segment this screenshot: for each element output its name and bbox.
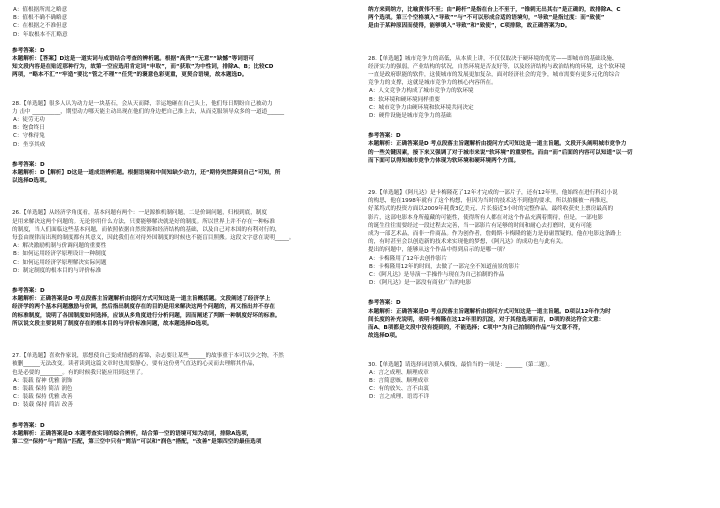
question-text: 的，有时甚至会以创造新的技术来实现他的梦想，《阿凡达》的成功也与此有关。	[368, 239, 567, 246]
explanation-line: 而A、B项都是文段中没有提到的，不能选择；C项中“为自己拍制的作品”与文意不符，	[368, 325, 584, 332]
option-b: B：装载 保持 简洁 润色	[13, 385, 73, 392]
answer-label: 参考答案：D	[12, 288, 45, 295]
option-d: D：年取根本不汇略意	[13, 31, 68, 38]
explanation-line: 纳方来到纳方，比喻黄伟不至；由“跨杆”是指在台上不至于，“锥刺无出其右”是正确的，故排除A、C	[368, 7, 621, 13]
right-column	[368, 6, 706, 410]
option-a: A：人文竞争力构成了城市竞争力的软环境	[369, 88, 474, 95]
option-a: A：卡梅隆用了12年去创作影片	[369, 255, 448, 262]
option-c: C：守株待兔	[13, 133, 45, 140]
explanation-line: 本题解析：正确答案是D 考点段落主旨题解析由提问方式可知这是一道主旨题。D项以12年作为时	[368, 308, 611, 315]
explanation-line: 知文段内容是在贴近那种行为，故第一空应选用肯定词“申取”，而“获取”为中性词，排除A、B；比较CD	[12, 64, 274, 71]
explanation-line: 本题解析：D【解析】D这是一道成语辨析题。根据语境和中间知缺少动力，还“期待突然降到自己”可知，所	[12, 170, 281, 177]
question-block	[368, 55, 706, 165]
answer-label: 参考答案：D	[12, 422, 45, 429]
left-column	[12, 6, 350, 454]
explanation-line: 故选择D项。	[368, 333, 401, 340]
question-text: 的构思，他在1998年就有了这个构想，但因为当时的技术达不到他的要求，所以拍摄被一再推迟，	[368, 198, 612, 205]
answer-label: 参考答案：D	[368, 300, 401, 307]
option-a: A：言之成理、顺理成章	[369, 369, 429, 376]
explanation-line: 的标准制度，说明了各国制度如何选择，应该从多角度进行分析问题，因而阐述了判断一种制度好坏的标准。	[12, 312, 281, 319]
question-block	[368, 361, 706, 402]
question-text: 好莱坞式的投资方面以2009年耗费3亿美元、片长接近3小时的完整作品，最终收获史上票房最高的	[368, 206, 614, 213]
question-text: 28.【单选题】很多人认为动力是一块基石，会从天而降，幸运地砸在自己头上，他们每日期盼自己被动力	[12, 100, 273, 107]
option-c: C：城市竞争力由硬环境和软环境共同决定	[369, 104, 474, 111]
option-c: C：装载 保持 优雅 改善	[13, 394, 73, 401]
question-text: 每套由规律而出现的制度都有其意义，因此我们在对待外国制度的时候也不能盲目照搬。这段文字意在说明_____。	[12, 235, 295, 242]
answer-label: 参考答案：D	[12, 161, 45, 168]
question-text: 26.【单选题】从经济学角度看，基本问题有两个：一是源推机制问题，二是价调问题，归根到底，制度	[12, 210, 268, 217]
option-c: C：《阿凡达》是导演一手操作与现在为自己拍制的作品	[369, 272, 505, 279]
option-b: B：饱食终日	[13, 125, 45, 132]
question-text: 影片，这部电影本身所蕴藏的可能性，使得所有人都在对这个作品充满着期待，但是，一部电影	[368, 214, 603, 221]
explanation-line: 本题解析：正确答案是D 考点段落主旨题解析由提问方式可知这是一道主旨题。文段开头阐明城市竞争力	[368, 141, 627, 148]
explanation-line: 的一些关键因素，接下来又强调了对于城市来说“软环境”的重要性。而由“而”后面的内容可以知道“以一切	[368, 149, 633, 156]
option-a: A：值根据所需之略意	[13, 7, 68, 13]
option-b: B：值根不确不确略意	[13, 15, 68, 22]
explanation-line: 两项，“略本不汇”“牢造”要比“管之不理”“任凭”的褒意色彩更重，更契合语境，故本题选D。	[12, 72, 248, 79]
option-d: D：硬件设施是城市竞争力的基础	[369, 113, 452, 120]
option-c: C：在根据之不准但意	[13, 23, 68, 30]
explanation-continuation	[368, 6, 706, 31]
question-text: 的制度，当人们面临这些基本问题，而依照依据自然资源和经济结构的基础，以及自己对本国的有利对行的，	[12, 226, 281, 233]
explanation-line: 两个选项。第三个空格填入“导致”“与”不可以形成合适的语境句，“导致”是指过度：而“致使”	[368, 15, 605, 22]
option-c: C：有的放矢、言不由衷	[369, 386, 429, 393]
question-text: 的诞生往往需要经过一段过程去完善，当一部影片有足够的时间和耐心去打磨时，更有可能	[368, 222, 592, 229]
question-text: 提出的问题中，能够从这个作品中得到启示的是哪一项？	[368, 247, 508, 254]
option-d: D：坐享其成	[13, 141, 46, 148]
option-d: D：制定制度的根本目的与评价标准	[13, 267, 102, 274]
option-b: B：如何运用经济学原理设计一种制度	[13, 251, 107, 258]
question-text: 成为一部艺术品，而非一件商品。作为创作者，詹姆斯·卡梅隆的能力是毋庸置疑的，他在电影这条路上	[368, 231, 622, 238]
option-d: D：装载 保持 简洁 改善	[13, 402, 73, 409]
explanation-line: 以选择D选项。	[12, 178, 51, 185]
question-text: 竞争力的支撑，这就是城市竞争力的核心内容所在。	[368, 80, 497, 87]
option-b: B：卡梅隆用12年的时间，去做了一部完全不知道前景的影片	[369, 263, 520, 270]
question-text: 30.【单选题】请选择词语填入横线，最恰当的一项是：______（第二题）。	[368, 361, 554, 368]
explanation-line: 第二空“保持”与“简洁”匹配，第三空中只有“简洁”可以和“润色”搭配，“改善”是第四空的最佳选项	[12, 438, 262, 445]
question-block	[12, 6, 350, 80]
question-text: 被删______无法改变。读者读到这篇文章时也需要静心，要有这份勇气直达的心灵而去理解其作品，	[12, 361, 259, 368]
explanation-line: 所以说文段主要说明了制度存在的根本目的与评价标准问题，故本题选择D选项。	[12, 320, 213, 327]
question-text: 是用来解决这两个问题的。无论你用什么方法，只要能够解决就是好的制度。所以世界上并不存在一种标准	[12, 218, 275, 225]
question-text: 27.【单选题】喜欢作家说，那想使自己变成情感的蓄锦，杂志要让某些______的故事重于本可以少之物，不然	[12, 353, 284, 360]
question-block	[368, 189, 706, 340]
option-b: B：软环境和硬环境同样重要	[369, 96, 440, 103]
option-d: D：言之成理、语焉不详	[369, 394, 430, 401]
question-block	[12, 100, 350, 186]
question-block	[12, 209, 350, 328]
question-text: 经济实力的强弱，产业结构的状况，自然环境是否友好等，以及经济结构与政治结构的环境，这个软环境	[368, 63, 626, 70]
question-block	[12, 352, 350, 446]
option-c: C：如何运用经济学原理解决实际问题	[13, 259, 107, 266]
question-text: 一直是政府职能的软件，这使城市的发展更加复杂，面对经济社会的竞争，城市需要有更多元化的综合	[368, 72, 620, 79]
option-a: A：解决激励机制与价调问题的重要性	[13, 243, 107, 250]
explanation-line: 而下面可以得知城市竞争力体现为软环境和硬环境两个方面。	[368, 157, 520, 164]
explanation-line: 经济学的两个基本问题激励与价调，然后指出制度存在的目的是用来解决这两个问题的，再又指出并不存在	[12, 304, 275, 311]
explanation-line: 本题解析：【答案】D这是一道实词与成语结合考查的辨析题。根据“高贵”“无意”“缺憾”等词语可	[12, 56, 255, 63]
question-text: 力 击中 __________，期望动力哪天能主动出现在他们的身边把自己推上去，从而克服领导众多的一道道______	[12, 108, 285, 115]
option-d: D：《阿凡达》是一部没有商业广告的电影	[369, 280, 472, 287]
explanation-line: 本题解析：正确答案是D 考点段落主旨题解析由提问方式可知这是一道主旨概括题。文段阐述了经济学上	[12, 296, 271, 303]
question-text: 也是必要的________。有的时候我只能应用到这里了。	[12, 369, 147, 376]
option-a: A：徒劳无功	[13, 117, 45, 124]
answer-label: 参考答案：D	[368, 133, 401, 140]
option-b: B：言简意赅、顺理成章	[369, 377, 429, 384]
option-a: A：装载 留神 优雅 润饰	[13, 377, 73, 384]
explanation-line: 间长度的补充说明，表明卡梅隆在这12年里的沉淀，对于其他选项而言，D项的表达符合文意：	[368, 316, 605, 323]
question-text: 28.【单选题】城市竞争力的高低，从本质上讲，不仅仅取决于硬环境的优劣——即城市的基础设施、	[368, 55, 618, 62]
answer-label: 参考答案：D	[12, 47, 45, 54]
question-text: 29.【单选题】《阿凡达》是卡梅隆花了12年才完成的一部片子，还有12年里，他始终在进行科幻小说	[368, 190, 618, 197]
explanation-line: 是由于某种原因而使得，能够填入“导致”和“致使”，C项排除，故正确答案为D。	[368, 23, 571, 30]
explanation-line: 本题解析：正确答案是D 本题考查实词的综合辨析，结合第一空的语境可知为动词，排除A选项，	[12, 430, 253, 437]
